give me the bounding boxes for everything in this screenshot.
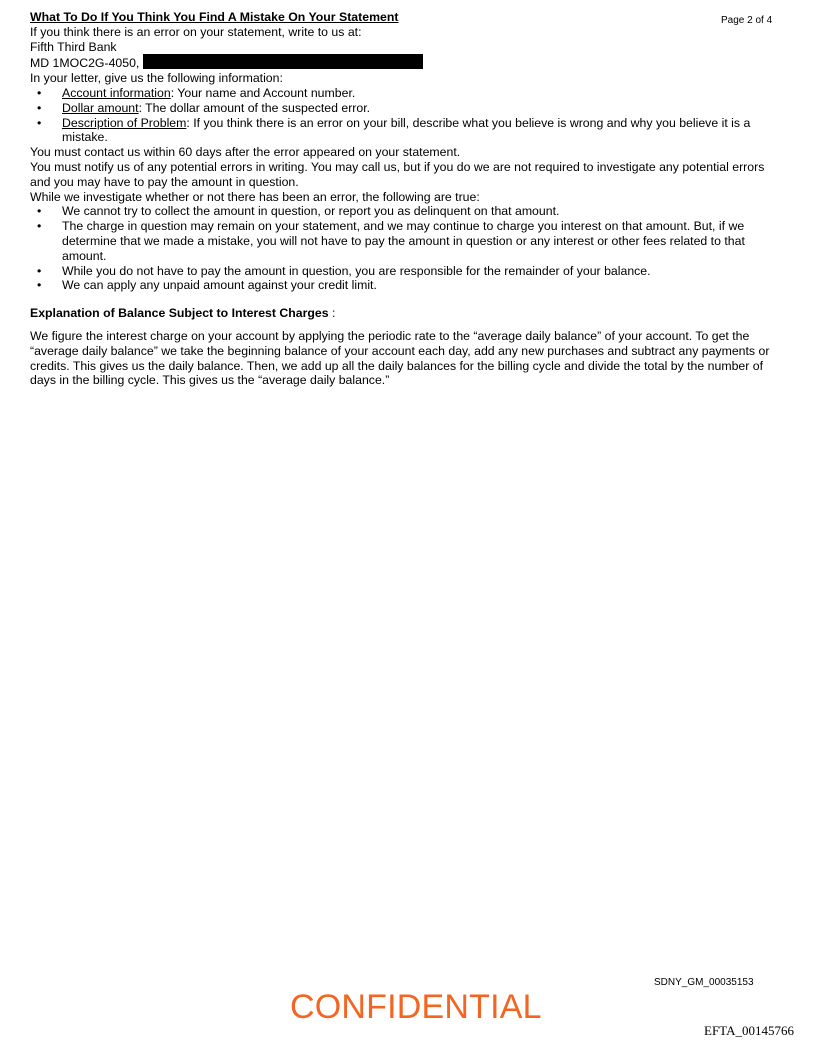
contact-deadline: You must contact us within 60 days after the error appeared on your statement. xyxy=(30,145,461,160)
letter-instructions: In your letter, give us the following information: xyxy=(30,71,283,86)
bullet-icon: • xyxy=(37,85,42,100)
mail-drop-code: MD 1MOC2G-4050, xyxy=(30,56,140,71)
page-number: Page 2 of 4 xyxy=(721,15,773,26)
bullet-icon: • xyxy=(37,263,42,278)
statement-content xyxy=(30,10,773,388)
redaction-box xyxy=(143,54,423,69)
list-item xyxy=(30,278,770,293)
balance-heading-colon: : xyxy=(328,306,336,321)
right-text: We cannot try to collect the amount in question, or report you as delinquent on that amount. xyxy=(62,204,560,219)
rights-list xyxy=(30,204,770,293)
info-term: Account information xyxy=(62,85,171,100)
notify-in-writing: You must notify us of any potential errors in writing. You may call us, but if you do we are not required to investigate any potential errors and you may have to pay the amount in question. xyxy=(30,159,765,189)
right-text: We can apply any unpaid amount against your credit limit. xyxy=(62,278,377,293)
info-term: Dollar amount xyxy=(62,100,139,115)
list-item xyxy=(30,204,770,219)
list-item xyxy=(30,101,770,116)
info-list xyxy=(30,86,770,145)
mail-drop-line xyxy=(30,54,770,71)
efta-number: EFTA_00145766 xyxy=(704,1023,794,1038)
list-item xyxy=(30,116,770,146)
bullet-icon: • xyxy=(37,278,42,293)
right-text: While you do not have to pay the amount in question, you are responsible for the remainder of your balance. xyxy=(62,263,651,278)
dispute-heading: What To Do If You Think You Find A Mistake On Your Statement xyxy=(30,10,399,24)
info-term: Description of Problem xyxy=(62,115,187,130)
bullet-icon: • xyxy=(37,100,42,115)
bates-number: SDNY_GM_00035153 xyxy=(654,977,754,988)
balance-explanation: We figure the interest charge on your account by applying the periodic rate to the “average daily balance” of your account. To get the “average daily balance” we take the beginning balance of your account each day, add any new purchases and subtract any payments or credits. This gives us the daily balance. Then, we add up all the daily balances for the billing cycle and divide the total by the number of days in the billing cycle. This gives us the “average daily balance.” xyxy=(30,328,770,388)
balance-heading xyxy=(30,306,770,321)
bullet-icon: • xyxy=(37,204,42,219)
right-text: The charge in question may remain on your statement, and we may continue to charge you interest on that amount. But, if we determine that we made a mistake, you will not have to pay the amount in question or any interest or other fees related to that amount. xyxy=(62,219,745,263)
list-item xyxy=(30,264,770,279)
bullet-icon: • xyxy=(37,219,42,234)
bullet-icon: • xyxy=(37,115,42,130)
while-investigating: While we investigate whether or not there has been an error, the following are true: xyxy=(30,189,480,204)
dispute-intro: If you think there is an error on your statement, write to us at: xyxy=(30,24,362,39)
list-item xyxy=(30,86,770,101)
info-text: : If you think there is an error on your bill, describe what you believe is wrong and why you believe it is a mistake. xyxy=(62,115,751,145)
confidential-stamp: CONFIDENTIAL xyxy=(290,988,542,1026)
bank-name: Fifth Third Bank xyxy=(30,39,117,54)
balance-heading-text: Explanation of Balance Subject to Interest Charges xyxy=(30,306,329,321)
list-item xyxy=(30,219,770,263)
info-text: : Your name and Account number. xyxy=(170,85,356,100)
info-text: : The dollar amount of the suspected error. xyxy=(138,100,371,115)
